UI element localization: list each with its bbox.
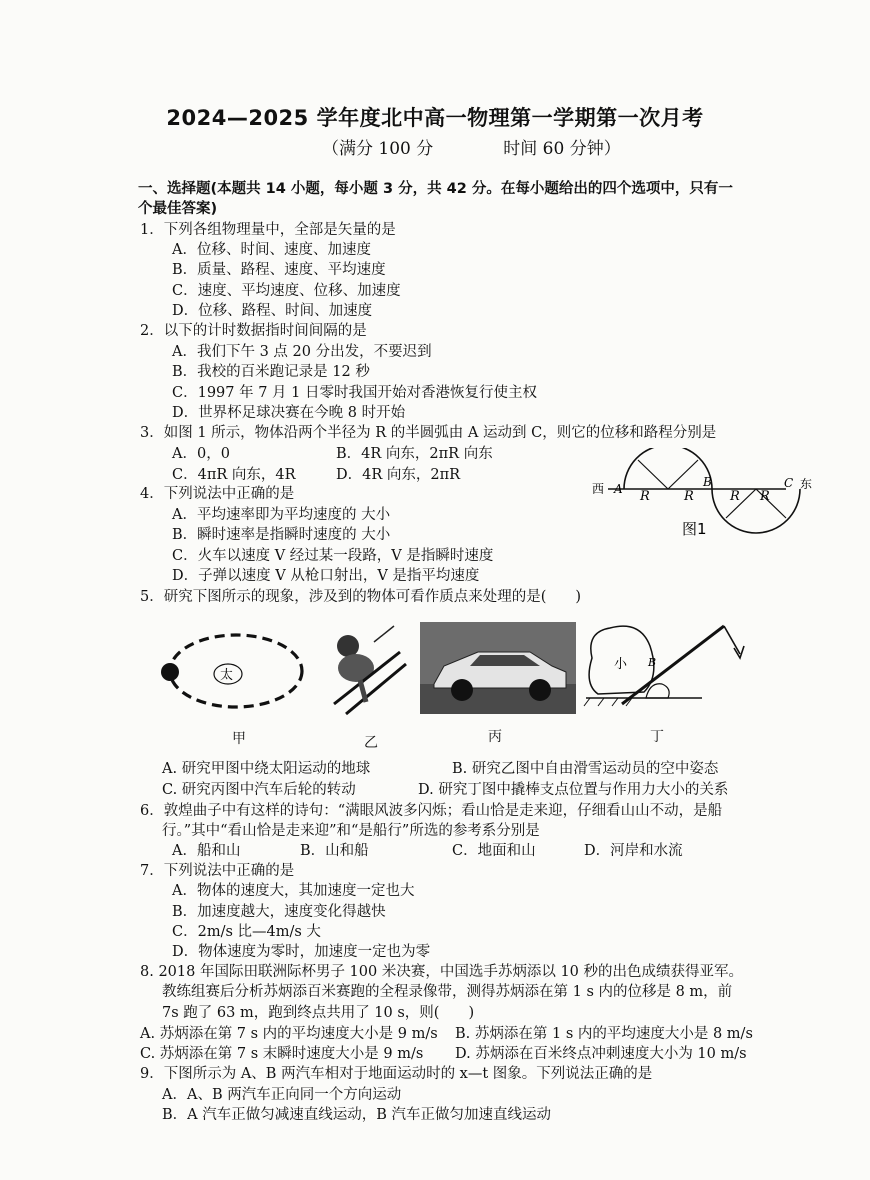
label-radius-1: R: [640, 489, 650, 504]
section-heading-line1: 一、选择题(本题共 14 小题，每小题 3 分，共 42 分。在每小题给出的四个选项中，只有一: [138, 181, 733, 197]
q8-option-d: D. 苏炳添在百米终点冲刺速度大小为 10 m/s: [455, 1046, 747, 1062]
q1-option-a: A．位移、时间、速度、加速度: [172, 242, 371, 258]
q4-stem: 4．下列说法中正确的是: [140, 486, 295, 502]
rock-label: 小: [614, 657, 628, 672]
figure-bing-car: [420, 622, 576, 714]
label-point-b: B: [703, 475, 712, 489]
q8-option-b: B. 苏炳添在第 1 s 内的平均速度大小是 8 m/s: [455, 1026, 753, 1042]
q1-stem: 1．下列各组物理量中，全部是矢量的是: [140, 222, 396, 238]
skier-head: [337, 635, 359, 657]
label-point-b-ding: B: [648, 656, 657, 669]
q5-option-b: B. 研究乙图中自由滑雪运动员的空中姿态: [452, 761, 719, 777]
ground-hatch-3: [612, 698, 618, 706]
q2-option-d: D．世界杯足球决赛在今晚 8 时开始: [172, 405, 406, 421]
q7-option-b: B．加速度越大，速度变化得越快: [172, 904, 386, 920]
q7-option-a: A．物体的速度大，其加速度一定也大: [172, 883, 415, 899]
q8-line1: 8. 2018 年国际田联洲际杯男子 100 米决赛，中国选手苏炳添以 10 秒的出色成绩获得亚军。: [140, 964, 744, 980]
figure-label-bing: 丙: [488, 729, 502, 745]
label-radius-2: R: [684, 489, 694, 504]
figure-1-semicircles: [588, 448, 828, 544]
label-radius-4: R: [760, 489, 770, 504]
label-point-c: C: [784, 476, 794, 490]
q1-option-d: D．位移、路程、时间、加速度: [172, 303, 373, 319]
figure-label-ding: 丁: [650, 729, 664, 745]
q7-option-c: C．2m/s 比—4m/s 大: [172, 924, 321, 940]
q7-option-d: D．物体速度为零时，加速度一定也为零: [172, 944, 431, 960]
q9-option-b: B．A 汽车正做匀减速直线运动，B 汽车正做匀加速直线运动: [162, 1107, 551, 1123]
radius-line-2: [668, 460, 698, 489]
page-title: 2024—2025 学年度北中高一物理第一学期第一次月考: [166, 106, 704, 130]
q2-option-c: C．1997 年 7 月 1 日零时我国开始对香港恢复行使主权: [172, 385, 537, 401]
q4-option-a: A．平均速率即为平均速度的 大小: [172, 507, 391, 523]
ski-pole: [374, 626, 394, 642]
q6-option-d: D．河岸和水流: [584, 843, 683, 859]
figure-label-jia: 甲: [232, 731, 246, 747]
label-west: 西: [592, 482, 605, 496]
q8-option-a: A. 苏炳添在第 7 s 内的平均速度大小是 9 m/s: [140, 1026, 438, 1042]
section-heading-line2: 个最佳答案): [138, 201, 218, 217]
q3-option-d: D．4R 向东，2πR: [336, 467, 461, 483]
time-note: 时间 60 分钟）: [503, 139, 621, 159]
q6-line2: 行。”其中“看山恰是走来迎”和“是船行”所选的参考系分别是: [162, 823, 540, 839]
upper-semicircle-arc: [624, 448, 712, 489]
q5-stem: 5．研究下图所示的现象，涉及到的物体可看作质点来处理的是( ): [140, 589, 582, 605]
skier-leg: [360, 680, 366, 702]
ground-hatch-2: [598, 698, 604, 706]
q3-option-c: C．4πR 向东，4R: [172, 467, 296, 483]
q6-option-a: A．船和山: [172, 843, 241, 859]
q1-option-b: B．质量、路程、速度、平均速度: [172, 262, 386, 278]
label-radius-3: R: [730, 489, 740, 504]
q5-option-c: C. 研究丙图中汽车后轮的转动: [162, 782, 356, 798]
label-point-a: A: [614, 482, 623, 496]
figure-ding-crowbar: [582, 618, 752, 718]
q2-option-a: A．我们下午 3 点 20 分出发，不要迟到: [172, 344, 432, 360]
q5-option-a: A. 研究甲图中绕太阳运动的地球: [162, 761, 371, 777]
earth-orbit-path: [170, 635, 302, 707]
q3-option-b: B．4R 向东，2πR 向东: [336, 446, 493, 462]
q6-option-b: B．山和船: [300, 843, 369, 859]
q3-stem: 3．如图 1 所示，物体沿两个半径为 R 的半圆弧由 A 运动到 C，则它的位移和路程分别是: [140, 425, 717, 441]
score-note: （满分 100 分: [322, 139, 434, 159]
q8-option-c: C. 苏炳添在第 7 s 末瞬时速度大小是 9 m/s: [140, 1046, 424, 1062]
figure-jia-orbit: [158, 624, 308, 720]
q9-stem: 9．下图所示为 A、B 两汽车相对于地面运动时的 x—t 图象。下列说法正确的是: [140, 1066, 653, 1082]
figure-label-yi: 乙: [364, 735, 378, 751]
q4-option-b: B．瞬时速率是指瞬时速度的 大小: [172, 527, 391, 543]
q3-option-a: A．0，0: [172, 446, 230, 462]
force-arrow: [724, 626, 740, 654]
radius-line-1: [638, 460, 668, 489]
q2-option-b: B．我校的百米跑记录是 12 秒: [172, 364, 370, 380]
q2-stem: 2．以下的计时数据指时间间隔的是: [140, 323, 367, 339]
crowbar: [622, 626, 724, 704]
figure-yi-skier: [316, 622, 408, 722]
q8-line3: 7s 跑了 63 m，跑到终点共用了 10 s，则( ): [162, 1005, 475, 1021]
q6-option-c: C．地面和山: [452, 843, 536, 859]
q6-line1: 6．敦煌曲子中有这样的诗句：“满眼风波多闪烁；看山恰是走来迎，仔细看山山不动，是船: [140, 803, 723, 819]
q1-option-c: C．速度、平均速度、位移、加速度: [172, 283, 401, 299]
sun-label: 太: [220, 668, 234, 683]
q9-option-a: A．A、B 两汽车正向同一个方向运动: [162, 1087, 402, 1103]
q7-stem: 7．下列说法中正确的是: [140, 863, 295, 879]
page-subtitle: [322, 134, 621, 159]
ground-hatch-1: [584, 698, 590, 706]
q5-option-d: D. 研究丁图中撬棒支点位置与作用力大小的关系: [418, 782, 729, 798]
figure-1-caption: 图1: [682, 520, 707, 538]
earth-marker: [161, 663, 179, 681]
q4-option-d: D．子弹以速度 V 从枪口射出，V 是指平均速度: [172, 568, 480, 584]
q4-option-c: C．火车以速度 V 经过某一段路，V 是指瞬时速度: [172, 548, 494, 564]
car-front-wheel: [529, 679, 551, 701]
car-rear-wheel: [451, 679, 473, 701]
q8-line2: 教练组赛后分析苏炳添百米赛跑的全程录像带，测得苏炳添在第 1 s 内的位移是 8 m，前: [162, 984, 733, 1000]
label-east: 东: [800, 477, 813, 491]
lower-semicircle-arc: [712, 489, 800, 533]
